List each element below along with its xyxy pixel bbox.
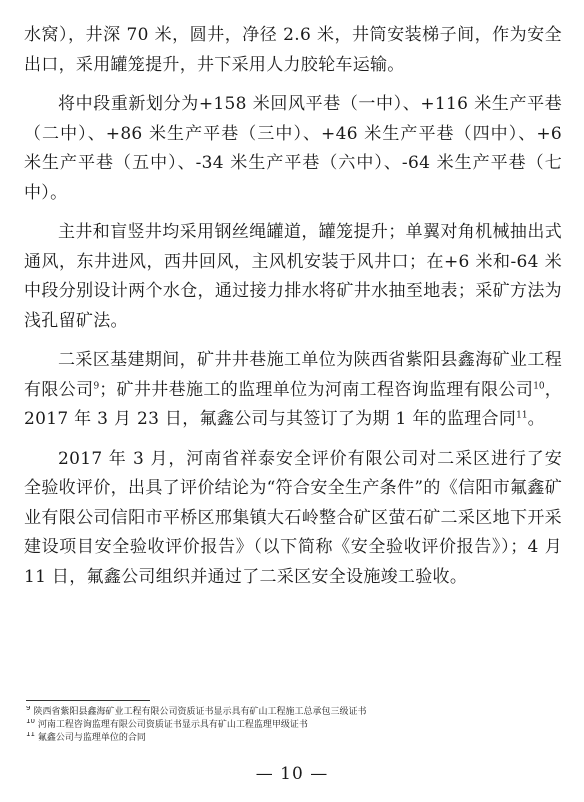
- footnote-number: 9: [26, 706, 31, 712]
- construction-text-end: 。: [527, 409, 545, 429]
- footnote-ref-9[interactable]: 9: [93, 380, 100, 391]
- footnote-11: [26, 732, 556, 745]
- footnote-text: 氟鑫公司与监理单位的合同: [37, 733, 146, 743]
- footnotes: [26, 706, 556, 745]
- footnote-number: 10: [26, 719, 35, 725]
- body-text: [24, 21, 562, 602]
- construction-text-part-2: ；矿井井巷施工的监理单位为河南工程咨询监理有限公司: [99, 379, 534, 400]
- footnote-text: 河南工程咨询监理有限公司资质证书显示具有矿山工程监理甲级证书: [37, 720, 308, 730]
- footnote-ref-11[interactable]: 11: [516, 410, 528, 421]
- paragraph-hoisting-ventilation: 主井和盲竖井均采用钢丝绳罐道，罐笼提升；单翼对角机械抽出式通风，东井进风，西井回风，主风机安装于风井口；在+6 米和-64 米中段分别设计两个水仓，通过接力排水将矿井水抽至地表；采矿方法为浅孔留矿法。: [24, 222, 562, 331]
- paragraph-shaft-description: 水窝），井深 70 米，圆井，净径 2.6 米，井筒安装梯子间，作为安全出口，采用罐笼提升，井下采用人力胶轮车运输。: [24, 25, 562, 75]
- page-number: — 10 —: [255, 764, 329, 784]
- footnote-separator: [26, 700, 150, 701]
- paragraph-safety-evaluation: 2017 年 3 月，河南省祥泰安全评价有限公司对二采区进行了安全验收评价，出具了评价结论为“符合安全生产条件”的《信阳市氟鑫矿业有限公司信阳市平桥区邢集镇大石岭整合矿区萤石矿二采区地下开采建设项目安全验收评价报告》（以下简称《安全验收评价报告》）；4 月 11 日，氟鑫公司组织并通过了二采区安全设施竣工验收。: [24, 448, 562, 587]
- footnote-ref-10[interactable]: 10: [533, 380, 545, 391]
- footnote-number: 11: [26, 732, 35, 738]
- footnote-text: 陕西省紫阳县鑫海矿业工程有限公司资质证书显示具有矿山工程施工总承包三级证书: [33, 707, 367, 717]
- construction-text-part-1: 二采区基建期间，矿井井巷施工单位为陕西省紫阳县鑫海矿业工程有限公司: [24, 350, 562, 400]
- paragraph-construction-units: [24, 346, 562, 435]
- footnote-9: [26, 706, 556, 719]
- paragraph-level-division: 将中段重新划分为+158 米回风平巷（一中）、+116 米生产平巷（二中）、+86 米生产平巷（三中）、+46 米生产平巷（四中）、+6 米生产平巷（五中）、-34 米生产平巷（六中）、-64 米生产平巷（七中）。: [24, 94, 562, 203]
- footnote-10: [26, 719, 556, 732]
- construction-text-part-3: ，2017 年 3 月 23 日，氟鑫公司与其签订了为期 1 年的监理合同: [24, 379, 563, 429]
